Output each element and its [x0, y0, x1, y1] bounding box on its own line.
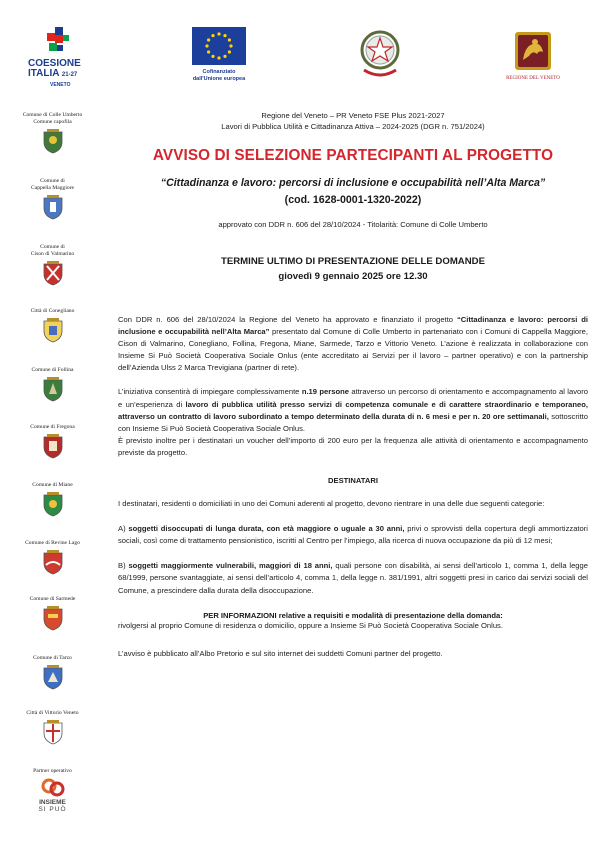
sidebar-entry-colle-umberto: Comune di Colle Umberto Comune capofila — [10, 112, 95, 154]
project-subtitle: “Cittadinanza e lavoro: percorsi di inclusione e occupabilità nell’Alta Marca” — [160, 177, 546, 189]
initiative-paragraph: L’iniziativa consentirà di impiegare complessivamente n.19 persone attraverso un percorso di orientamento e accompagnamento al lavoro e un’esperienza di lavoro di pubblica utilità presso servizi di competenza comunale e di carattere straordinario e temporaneo, attraverso un contratto di lavoro subordinato a tempo determinato della durata di n. 6 mesi e per n. 20 ore settimanali, sottoscritto con Insieme Si Può Società Cooperativa Sociale Onlus. — [118, 387, 589, 433]
category-a: A) soggetti disoccupati di lunga durata, con età maggiore o uguale a 30 anni, privi o sprovvisti della copertura degli ammortizzatori sociali, così come di trattamento pensionistico, iscritti al Centro per l’impiego, alla ricerca di nuova occupazione da più di 12 mesi; — [118, 524, 588, 546]
cison-crest-icon — [42, 260, 64, 286]
insieme-si-puo-icon — [40, 777, 66, 799]
deadline-date: giovedì 9 gennaio 2025 ore 12.30 — [278, 271, 428, 282]
voucher-paragraph: È previsto inoltre per i destinatari un voucher dell’importo di 200 euro per la frequenza alle attività di orientamento e accompagnamento previste da progetto. — [118, 435, 588, 457]
sarmede-crest-icon — [42, 605, 64, 631]
info-heading: PER INFORMAZIONI relative a requisiti e modalità di presentazione della domanda: — [203, 610, 503, 620]
sidebar-entry-vittorio-veneto: Città di Vittorio Veneto — [10, 710, 95, 745]
destinatari-heading: DESTINATARI — [328, 476, 378, 486]
deadline-title: TERMINE ULTIMO DI PRESENTAZIONE DELLE DOMANDE — [220, 256, 485, 267]
info-text: rivolgersi al proprio Comune di residenza o domicilio, oppure a Insieme Si Può Società Cooperativa Sociale Onlus. — [118, 620, 503, 630]
sidebar-entry-cappella-maggiore: Comune di Cappella Maggiore — [10, 178, 95, 220]
follina-crest-icon — [42, 376, 64, 402]
coesione-italia-logo — [28, 25, 98, 97]
revine-lago-crest-icon — [42, 549, 64, 575]
project-line: Lavori di Pubblica Utilità e Cittadinanza Attiva – 2024-2025 (DGR n. 751/2024) — [221, 122, 485, 131]
publication-note: L’avviso è pubblicato all’Albo Pretorio e sul sito internet dei suddetti Comuni partner del progetto. — [118, 648, 443, 658]
colle-umberto-crest-icon — [42, 128, 64, 154]
sidebar-entry-cison: Comune di Cison di Valmarino — [10, 244, 95, 286]
project-code: (cod. 1628-0001-1320-2022) — [284, 194, 422, 206]
coesione-wordmark: COESIONE ITALIA 21-27 VENETO — [28, 58, 81, 88]
destinatari-intro: I destinatari, residenti o domiciliati in uno dei Comuni aderenti al progetto, devono rientrare in una delle due seguenti categorie: — [118, 499, 545, 509]
conegliano-crest-icon — [42, 317, 64, 343]
eu-cofinanced-logo — [188, 27, 250, 89]
sidebar-entry-sarmede: Comune di Sarmede — [10, 596, 95, 631]
tarzo-crest-icon — [42, 664, 64, 690]
cappella-maggiore-crest-icon — [42, 194, 64, 220]
sidebar-entry-follina: Comune di Follina — [10, 367, 95, 402]
program-line: Regione del Veneto – PR Veneto FSE Plus 2021-2027 — [261, 111, 445, 120]
insieme-si-puo-wordmark: INSIEME SI PUÒ — [38, 799, 67, 813]
regione-veneto-logo — [503, 30, 563, 88]
sidebar-entry-miane: Comune di Miane — [10, 482, 95, 517]
veneto-caption: REGIONE DEL VENETO — [506, 76, 560, 81]
eu-caption: Cofinanziato dall'Unione europea — [192, 69, 246, 82]
approval-line: approvato con DDR n. 606 del 28/10/2024 - Titolarità: Comune di Colle Umberto — [218, 220, 488, 229]
sidebar-entry-partner: Partner operativo INSIEME SI PUÒ — [10, 768, 95, 813]
page-title: AVVISO DI SELEZIONE PARTECIPANTI AL PROGETTO — [152, 147, 554, 164]
eu-flag-icon — [192, 27, 246, 65]
sidebar-entry-tarzo: Comune di Tarzo — [10, 655, 95, 690]
notice-body — [118, 108, 588, 660]
vittorio-veneto-crest-icon — [42, 719, 64, 745]
category-b: B) soggetti maggiormente vulnerabili, maggiori di 18 anni, quali persone con disabilità, ai sensi dell’articolo 1, comma 1, della legge 68/1999, persone svantaggiate, ai sensi dell’articolo 4, comma 1, della legge n. 381/1991, altri soggetti presi in carico dai servizi sociali del Comune, a prescindere dalla durata della disoccupazione. — [118, 561, 588, 595]
sidebar-entry-conegliano: Città di Conegliano — [10, 308, 95, 343]
italian-republic-emblem — [358, 26, 402, 86]
sidebar-entry-revine-lago: Comune di Revine Lago — [10, 540, 95, 575]
miane-crest-icon — [42, 491, 64, 517]
fregona-crest-icon — [42, 433, 64, 459]
coesione-mark-icon — [38, 25, 74, 55]
italian-emblem-icon — [358, 26, 402, 84]
intro-paragraph: Con DDR n. 606 del 28/10/2024 la Regione del Veneto ha approvato e finanziato il progetto “Cittadinanza e lavoro: percorsi di inclusione e occupabilità nell’Alta Marca” presentato dal Comune di Colle Umberto in partenariato con i Comuni di Cappella Maggiore, Cison di Valmarino, Conegliano, Follina, Fregona, Miane, Sarmede, Tarzo e Vittorio Veneto. L’azione è realizzata in collaborazione con Insieme Si Può Società Cooperativa Sociale Onlus (ente accreditato ai Servizi per il lavoro – partner operativo) e con la partnership dell’Azienda Ulss 2 Marca Trevigiana (partner di rete). — [118, 315, 589, 373]
sidebar-entry-fregona: Comune di Fregona — [10, 424, 95, 459]
lion-of-st-mark-icon — [513, 30, 553, 72]
